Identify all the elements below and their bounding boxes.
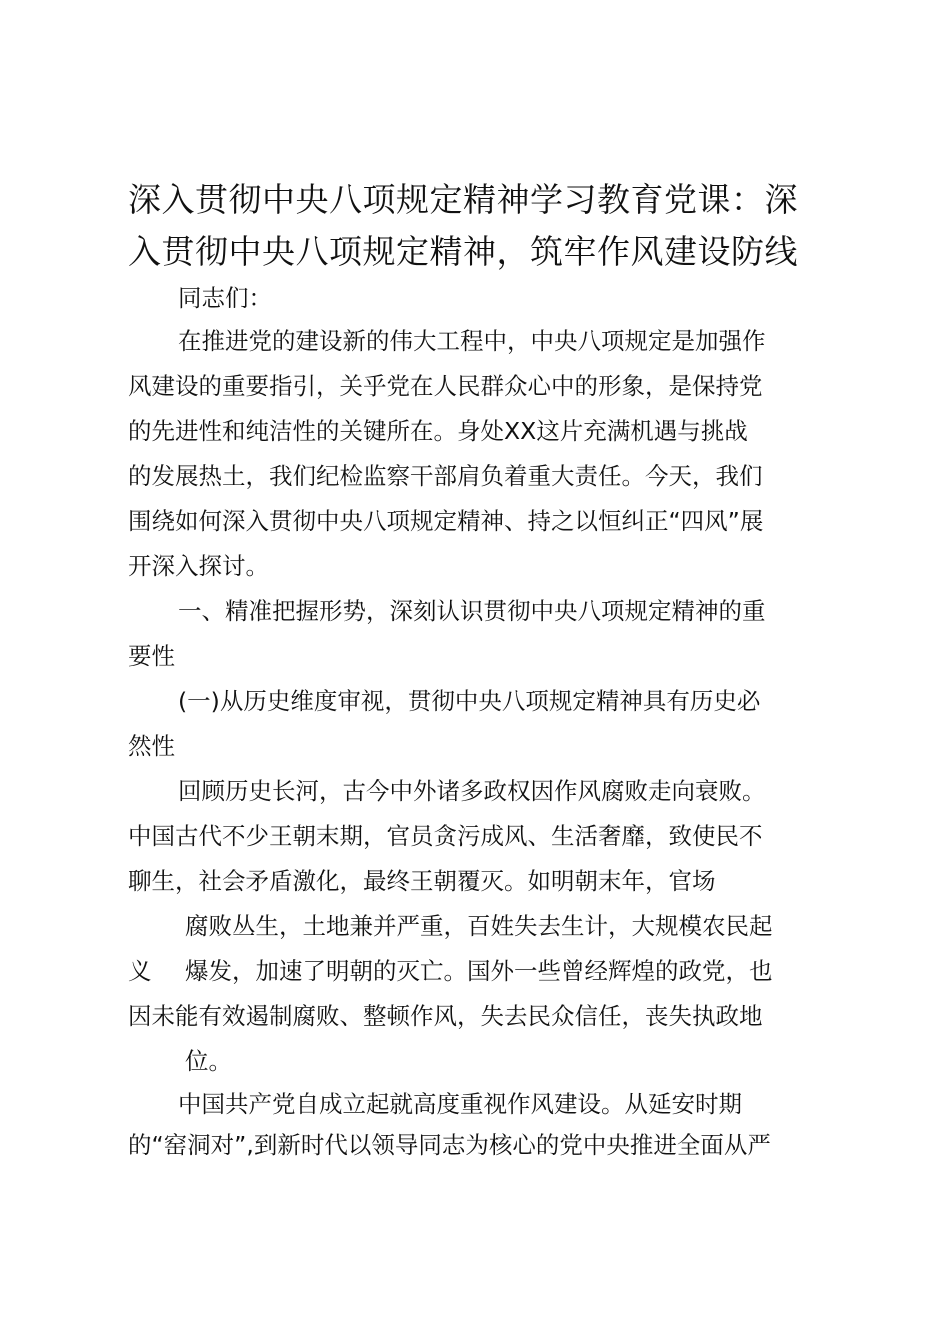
text-line: 的发展热土，我们纪检监察干部肩负着重大责任。今天，我们 bbox=[128, 462, 763, 490]
text-line: 义 bbox=[128, 957, 152, 985]
title-line-2: 入贯彻中央八项规定精神，筑牢作风建设防线 bbox=[128, 232, 798, 271]
subsection-heading-cont: 然性 bbox=[128, 732, 175, 760]
text-line: 的先进性和纯洁性的关键所在。身处XX这片充满机遇与挑战 bbox=[128, 417, 748, 445]
text-line: 风建设的重要指引，关乎党在人民群众心中的形象，是保持党 bbox=[128, 372, 763, 400]
text-line: 围绕如何深入贯彻中央八项规定精神、持之以恒纠正“四风”展 bbox=[128, 507, 764, 535]
text-line: 爆发，加速了明朝的灭亡。国外一些曾经辉煌的政党，也 bbox=[185, 957, 773, 985]
text-line: 因未能有效遏制腐败、整顿作风，失去民众信任，丧失执政地 bbox=[128, 1002, 763, 1030]
text-line: 的“窑洞对”,到新时代以领导同志为核心的党中央推进全面从严 bbox=[128, 1131, 771, 1159]
text-line: 中国共产党自成立起就高度重视作风建设。从延安时期 bbox=[178, 1090, 742, 1118]
text-line: 位。 bbox=[185, 1047, 232, 1075]
text-line: 开深入探讨。 bbox=[128, 552, 269, 580]
subsection-heading: (一)从历史维度审视，贯彻中央八项规定精神具有历史必 bbox=[178, 687, 761, 715]
title-line-1: 深入贯彻中央八项规定精神学习教育党课：深 bbox=[128, 180, 798, 219]
text-line: 在推进党的建设新的伟大工程中，中央八项规定是加强作 bbox=[178, 327, 766, 355]
text-line: 腐败丛生，土地兼并严重，百姓失去生计，大规模农民起 bbox=[185, 912, 773, 940]
greeting: 同志们： bbox=[178, 284, 272, 312]
section-heading-cont: 要性 bbox=[128, 642, 175, 670]
section-heading: 一、精准把握形势，深刻认识贯彻中央八项规定精神的重 bbox=[178, 597, 766, 625]
text-line: 聊生，社会矛盾激化，最终王朝覆灭。如明朝末年，官场 bbox=[128, 867, 716, 895]
text-line: 中国古代不少王朝末期，官员贪污成风、生活奢靡，致使民不 bbox=[128, 822, 763, 850]
document-title bbox=[128, 174, 848, 278]
text-line: 回顾历史长河，古今中外诸多政权因作风腐败走向衰败。 bbox=[178, 777, 766, 805]
